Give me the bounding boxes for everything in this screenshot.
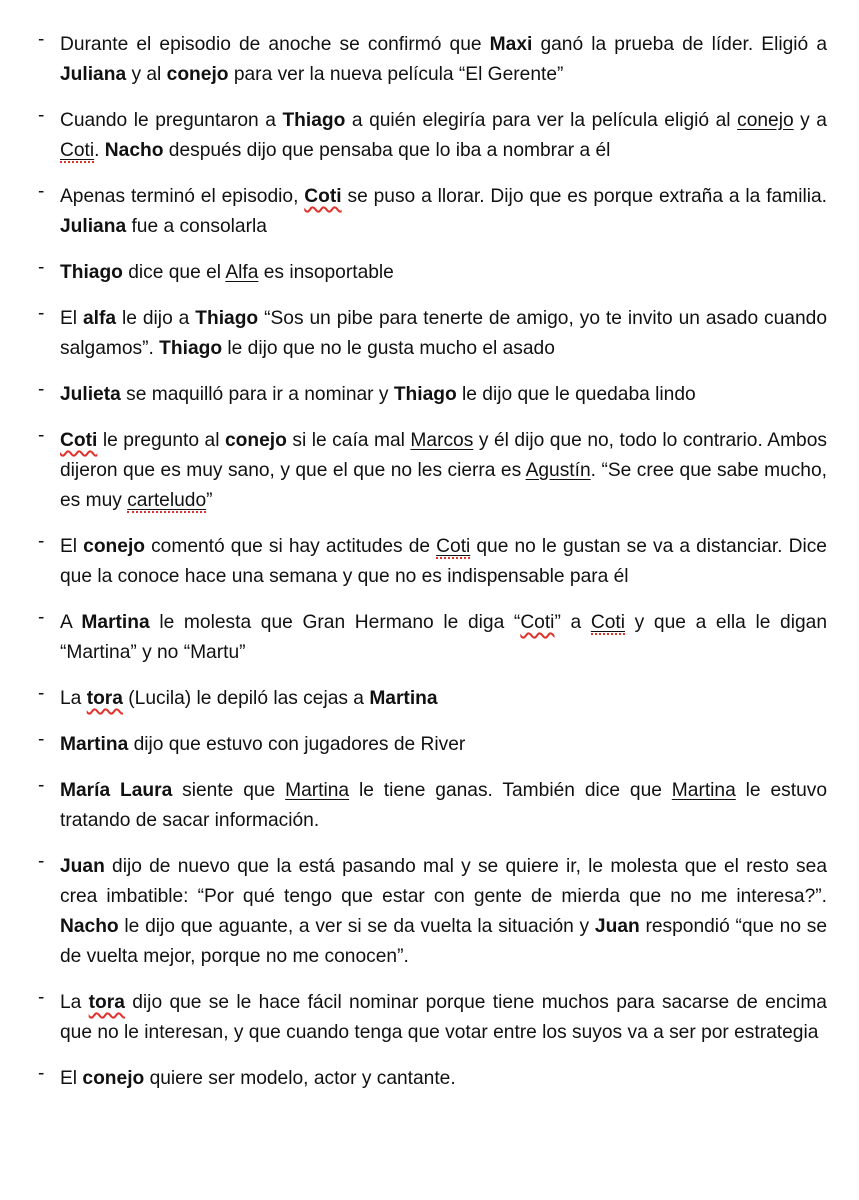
bullet-text-segment: a quién elegiría para ver la película eligió al (345, 110, 738, 131)
bullet-text-segment: se maquilló para ir a nominar y (120, 384, 394, 405)
bullet-text-segment: Marcos (410, 430, 474, 451)
bullet-text-segment: Thiago (60, 262, 123, 283)
bullet-text-segment: Thiago (195, 308, 259, 329)
bullet-text-segment: La (60, 992, 89, 1013)
bullet-dash: - (38, 257, 45, 278)
bullet-text-segment: le pregunto al (97, 430, 225, 451)
bullet-text-segment: El (60, 308, 83, 329)
bullet-text-segment: siente que (172, 780, 286, 801)
bullet-text-segment: La (60, 688, 87, 709)
notes-list (30, 30, 827, 1094)
bullet-text-segment: Martina (285, 780, 350, 801)
bullet-text-segment: ganó la prueba de líder. Eligió a (532, 34, 827, 55)
bullet-text-segment: Apenas terminó el episodio, (60, 186, 305, 207)
bullet-text-segment: le dijo que le quedaba lindo (456, 384, 696, 405)
bullet-item (30, 258, 827, 288)
bullet-text-segment: dice que el (122, 262, 226, 283)
bullet-text-segment: Nacho (104, 140, 164, 161)
bullet-text-segment: y él dijo que no, todo lo contrario. Ambos dijeron que es muy sano, y que el que no les cierra es (60, 430, 827, 481)
bullet-text-segment: si le caía mal (286, 430, 411, 451)
bullet-text-segment: conejo (166, 64, 229, 85)
bullet-text-segment: alfa (83, 308, 117, 329)
bullet-text-segment: le estuvo tratando de sacar información. (60, 780, 828, 831)
bullet-text-segment: le dijo que no le gusta mucho el asado (222, 338, 555, 359)
bullet-text-segment: tora (88, 992, 125, 1013)
bullet-text-segment: Martina (369, 688, 438, 709)
bullet-text-segment: quiere ser modelo, actor y cantante. (144, 1068, 456, 1089)
bullet-text-segment: ” (206, 490, 213, 511)
bullet-item (30, 380, 827, 410)
bullet-dash: - (38, 303, 45, 324)
bullet-text-segment: comentó que si hay actitudes de (145, 536, 437, 557)
bullet-dash: - (38, 29, 45, 50)
bullet-text-segment: Maxi (489, 34, 533, 55)
bullet-dash: - (38, 181, 45, 202)
bullet-text-segment: dijo que se le hace fácil nominar porque tiene muchos para sacarse de encima que no le interesan, y que cuando tenga que votar entre los suyos va a ser por estrategia (60, 992, 827, 1043)
bullet-text-segment: conejo (83, 536, 145, 557)
bullet-text-segment: Thiago (393, 384, 457, 405)
bullet-text-segment: Juan (594, 916, 640, 937)
bullet-text-segment: carteludo (127, 490, 207, 511)
bullet-text-segment: María Laura (60, 780, 173, 801)
bullet-dash: - (38, 607, 45, 628)
bullet-text-segment: se puso a llorar. Dijo que es porque extraña a la familia. (341, 186, 828, 207)
bullet-item (30, 1064, 827, 1094)
bullet-text-segment: tora (86, 688, 123, 709)
bullet-item (30, 426, 827, 516)
bullet-text-segment: conejo (225, 430, 287, 451)
bullet-item (30, 776, 827, 836)
bullet-item (30, 30, 827, 90)
bullet-item (30, 532, 827, 592)
bullet-text-segment: Martina (60, 734, 129, 755)
bullet-dash: - (38, 729, 45, 750)
bullet-dash: - (38, 775, 45, 796)
bullet-item (30, 182, 827, 242)
bullet-text-segment: Julieta (60, 384, 121, 405)
bullet-dash: - (38, 987, 45, 1008)
bullet-item (30, 684, 827, 714)
bullet-text-segment: El (60, 536, 84, 557)
bullet-text-segment: Coti (590, 612, 625, 633)
bullet-text-segment: conejo (737, 110, 794, 131)
bullet-dash: - (38, 1063, 45, 1084)
bullet-item (30, 608, 827, 668)
bullet-text-segment: conejo (82, 1068, 145, 1089)
bullet-text-segment: fue a consolarla (126, 216, 267, 237)
bullet-dash: - (38, 425, 45, 446)
bullet-text-segment: y que a ella le digan “Martina” y no “Martu” (60, 612, 828, 663)
bullet-text-segment: Juan (60, 856, 105, 877)
bullet-item (30, 304, 827, 364)
bullet-item (30, 988, 827, 1048)
bullet-text-segment: Coti (436, 536, 471, 557)
bullet-text-segment: Coti (304, 186, 342, 207)
bullet-item (30, 106, 827, 166)
bullet-text-segment: El (60, 1068, 83, 1089)
bullet-dash: - (38, 851, 45, 872)
bullet-text-segment: Alfa (225, 262, 259, 283)
bullet-text-segment: Juliana (60, 64, 127, 85)
bullet-text-segment: y al (126, 64, 167, 85)
bullet-text-segment: Coti (60, 430, 98, 451)
bullet-text-segment: . “Se cree que sabe mucho, es muy (60, 460, 827, 511)
bullet-dash: - (38, 379, 45, 400)
bullet-dash: - (38, 531, 45, 552)
bullet-text-segment: Cuando le preguntaron a (60, 110, 283, 131)
bullet-text-segment: después dijo que pensaba que lo iba a nombrar a él (163, 140, 611, 161)
bullet-text-segment: Durante el episodio de anoche se confirmó que (60, 34, 490, 55)
bullet-text-segment: Thiago (159, 338, 223, 359)
bullet-item (30, 852, 827, 972)
bullet-text-segment: le molesta que Gran Hermano le diga “ (149, 612, 521, 633)
bullet-text-segment: Coti (60, 140, 95, 161)
bullet-text-segment: dijo de nuevo que la está pasando mal y se quiere ir, le molesta que el resto sea crea imbatible: “Por qué tengo que estar con gente de mierda que no me interesa?”. (60, 856, 827, 907)
bullet-dash: - (38, 683, 45, 704)
bullet-text-segment: para ver la nueva película “El Gerente” (228, 64, 564, 85)
bullet-text-segment: es insoportable (258, 262, 394, 283)
bullet-text-segment: y a (793, 110, 827, 131)
bullet-text-segment: Martina (81, 612, 150, 633)
bullet-item (30, 730, 827, 760)
bullet-text-segment: respondió “que no se de vuelta mejor, porque no me conocen”. (60, 916, 828, 967)
bullet-text-segment: Martina (671, 780, 736, 801)
bullet-text-segment: ” a (554, 612, 591, 633)
bullet-text-segment: le dijo que aguante, a ver si se da vuelta la situación y (118, 916, 595, 937)
bullet-text-segment: le dijo a (116, 308, 196, 329)
bullet-text-segment: Coti (520, 612, 555, 633)
bullet-text-segment: “Sos un pibe para tenerte de amigo, yo te invito un asado cuando salgamos”. (60, 308, 827, 359)
bullet-text-segment: Thiago (282, 110, 346, 131)
bullet-text-segment: (Lucila) le depiló las cejas a (122, 688, 370, 709)
bullet-text-segment: le tiene ganas. También dice que (349, 780, 672, 801)
bullet-text-segment: Agustín (525, 460, 591, 481)
bullet-text-segment: Juliana (60, 216, 127, 237)
bullet-text-segment: Nacho (60, 916, 119, 937)
bullet-text-segment: . (94, 140, 105, 161)
bullet-text-segment: A (60, 612, 82, 633)
bullet-text-segment: dijo que estuvo con jugadores de River (128, 734, 466, 755)
bullet-dash: - (38, 105, 45, 126)
bullet-text-segment: que no le gustan se va a distanciar. Dice que la conoce hace una semana y que no es indispensable para él (60, 536, 827, 587)
